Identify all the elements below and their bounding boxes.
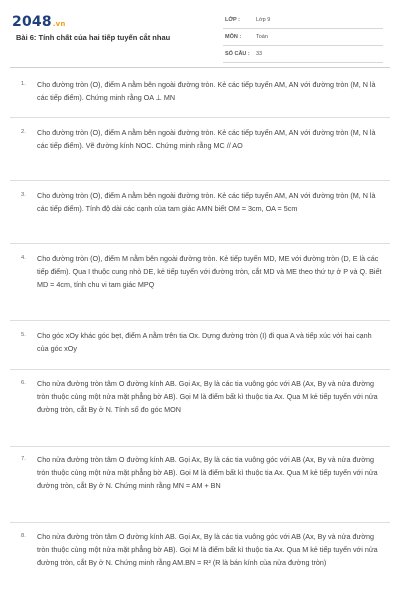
question-separator bbox=[10, 117, 390, 118]
header-divider bbox=[10, 67, 390, 68]
question-number: 6. bbox=[21, 380, 26, 386]
question-separator bbox=[10, 320, 390, 321]
meta-label-subject: MÔN : bbox=[225, 34, 242, 40]
question-number: 7. bbox=[21, 456, 26, 462]
meta-info bbox=[223, 14, 383, 65]
meta-value-grade: Lớp 9 bbox=[256, 17, 271, 23]
meta-label-count: SỐ CÂU : bbox=[225, 51, 250, 57]
question-separator bbox=[10, 180, 390, 181]
logo-tld: .vn bbox=[52, 20, 66, 28]
meta-value-subject: Toán bbox=[256, 34, 268, 40]
question-number: 3. bbox=[21, 192, 26, 198]
logo-main: 2048 bbox=[12, 14, 52, 30]
question-number: 8. bbox=[21, 533, 26, 539]
meta-value-count: 33 bbox=[256, 51, 263, 57]
question-text: Cho đường tròn (O), điểm A nằm bên ngoài đường tròn. Kẻ các tiếp tuyến AM, AN với đường tròn (M, N là các tiếp điểm). Vẽ đường kính NOC. Chứng minh rằng MC // AO bbox=[37, 128, 376, 150]
question-separator bbox=[10, 369, 390, 370]
question-number: 1. bbox=[21, 81, 26, 87]
question-number: 5. bbox=[21, 332, 26, 338]
question-text: Cho đường tròn (O), điểm M nằm bên ngoài đường tròn. Kẻ tiếp tuyến MD, ME với đường tròn (D, E là các tiếp điểm). Qua I thuộc cung nhỏ DE, kẻ tiếp tuyến với đường tròn, cắt MD và ME theo thứ tự ở P và Q. Biết MD = 4cm, tính chu vi tam giác MPQ bbox=[37, 254, 382, 289]
meta-row-subject bbox=[223, 31, 383, 46]
question-text: Cho góc xOy khác góc bẹt, điểm A nằm trên tia Ox. Dựng đường tròn (I) đi qua A và tiếp xúc với hai cạnh của góc xOy bbox=[37, 331, 372, 353]
worksheet-header bbox=[0, 0, 400, 64]
lesson-title: Bài 6: Tính chất của hai tiếp tuyến cắt nhau bbox=[16, 33, 171, 42]
question-text: Cho đường tròn (O), điểm A nằm bên ngoài đường tròn. Kẻ các tiếp tuyến AM, AN với đường tròn (M, N là các tiếp điểm). Tính độ dài các cạnh của tam giác AMN biết OM = 3cm, OA = 5cm bbox=[37, 191, 376, 213]
meta-row-grade bbox=[223, 14, 383, 29]
question-separator bbox=[10, 446, 390, 447]
meta-label-grade: LỚP : bbox=[225, 17, 240, 23]
question-number: 2. bbox=[21, 129, 26, 135]
question-number: 4. bbox=[21, 255, 26, 261]
meta-row-count bbox=[223, 48, 383, 63]
question-text: Cho nửa đường tròn tâm O đường kính AB. Gọi Ax, By là các tia vuông góc với AB (Ax, By và nửa đường tròn thuộc cùng một nửa mặt phẳng bờ AB). Gọi M là điểm bất kì thuộc tia Ax. Qua M kẻ tiếp tuyến với nửa đường tròn, cắt By ở N. Chứng minh rằng MN = AM + BN bbox=[37, 455, 378, 490]
question-separator bbox=[10, 522, 390, 523]
site-logo[interactable] bbox=[12, 14, 66, 30]
question-text: Cho nửa đường tròn tâm O đường kính AB. Gọi Ax, By là các tia vuông góc với AB (Ax, By và nửa đường tròn thuộc cùng một nửa mặt phẳng bờ AB). Gọi M là điểm bất kì thuộc tia Ax. Qua M kẻ tiếp tuyến với nửa đường tròn, cắt By ở N. Tính số đo góc MON bbox=[37, 379, 378, 414]
question-text: Cho đường tròn (O), điểm A nằm bên ngoài đường tròn. Kẻ các tiếp tuyến AM, AN với đường tròn (M, N là các tiếp điểm). Chứng minh rằng OA ⊥ MN bbox=[37, 80, 376, 102]
question-text: Cho nửa đường tròn tâm O đường kính AB. Gọi Ax, By là các tia vuông góc với AB (Ax, By và nửa đường tròn thuộc cùng một nửa mặt phẳng bờ AB). Gọi M là điểm bất kì thuộc tia Ax. Qua M kẻ tiếp tuyến với nửa đường tròn, cắt By ở N. Chứng minh rằng AM.BN = R² (R là bán kính của nửa đường tròn) bbox=[37, 532, 378, 567]
question-separator bbox=[10, 243, 390, 244]
